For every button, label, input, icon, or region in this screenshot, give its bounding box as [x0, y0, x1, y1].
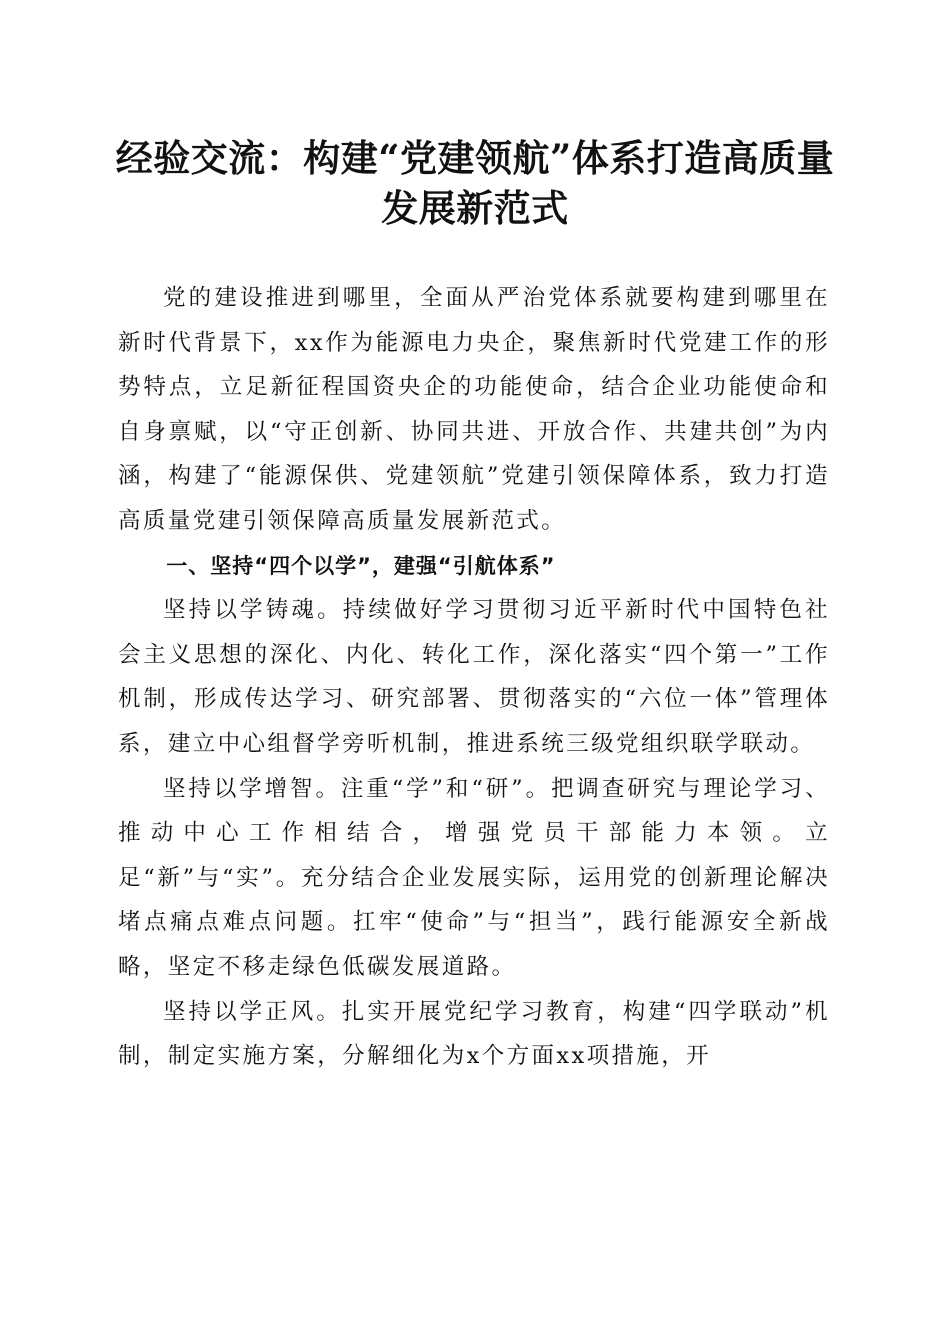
document-title: 经验交流：构建“党建领航”体系打造高质量发展新范式 [115, 136, 835, 230]
body-paragraph: 坚持以学铸魂。持续做好学习贯彻习近平新时代中国特色社会主义思想的深化、内化、转化工作，深化落实“四个第一”工作机制，形成传达学习、研究部署、贯彻落实的“六位一体”管理体系，建立中心组督学旁听机制，推进系统三级党组织联学联动。 [118, 597, 830, 757]
body-paragraph: 坚持以学增智。注重“学”和“研”。把调查研究与理论学习、推动中心工作相结合，增强党员干部能力本领。立足“新”与“实”。充分结合企业发展实际，运用党的创新理论解决堵点痛点难点问题。扛牢“使命”与“担当”，践行能源安全新战略，坚定不移走绿色低碳发展道路。 [118, 775, 830, 980]
body-paragraph: 坚持以学正风。扎实开展党纪学习教育，构建“四学联动”机制，制定实施方案，分解细化为x个方面xx项措施，开 [118, 998, 830, 1070]
section-heading: 一、坚持“四个以学”，建强“引航体系” [166, 553, 556, 578]
document-body [118, 276, 830, 1079]
intro-paragraph: 党的建设推进到哪里，全面从严治党体系就要构建到哪里在新时代背景下，xx作为能源电力央企，聚焦新时代党建工作的形势特点，立足新征程国资央企的功能使命，结合企业功能使命和自身禀赋，以“守正创新、协同共进、开放合作、共建共创”为内涵，构建了“能源保供、党建领航”党建引领保障体系，致力打造高质量党建引领保障高质量发展新范式。 [118, 285, 830, 534]
